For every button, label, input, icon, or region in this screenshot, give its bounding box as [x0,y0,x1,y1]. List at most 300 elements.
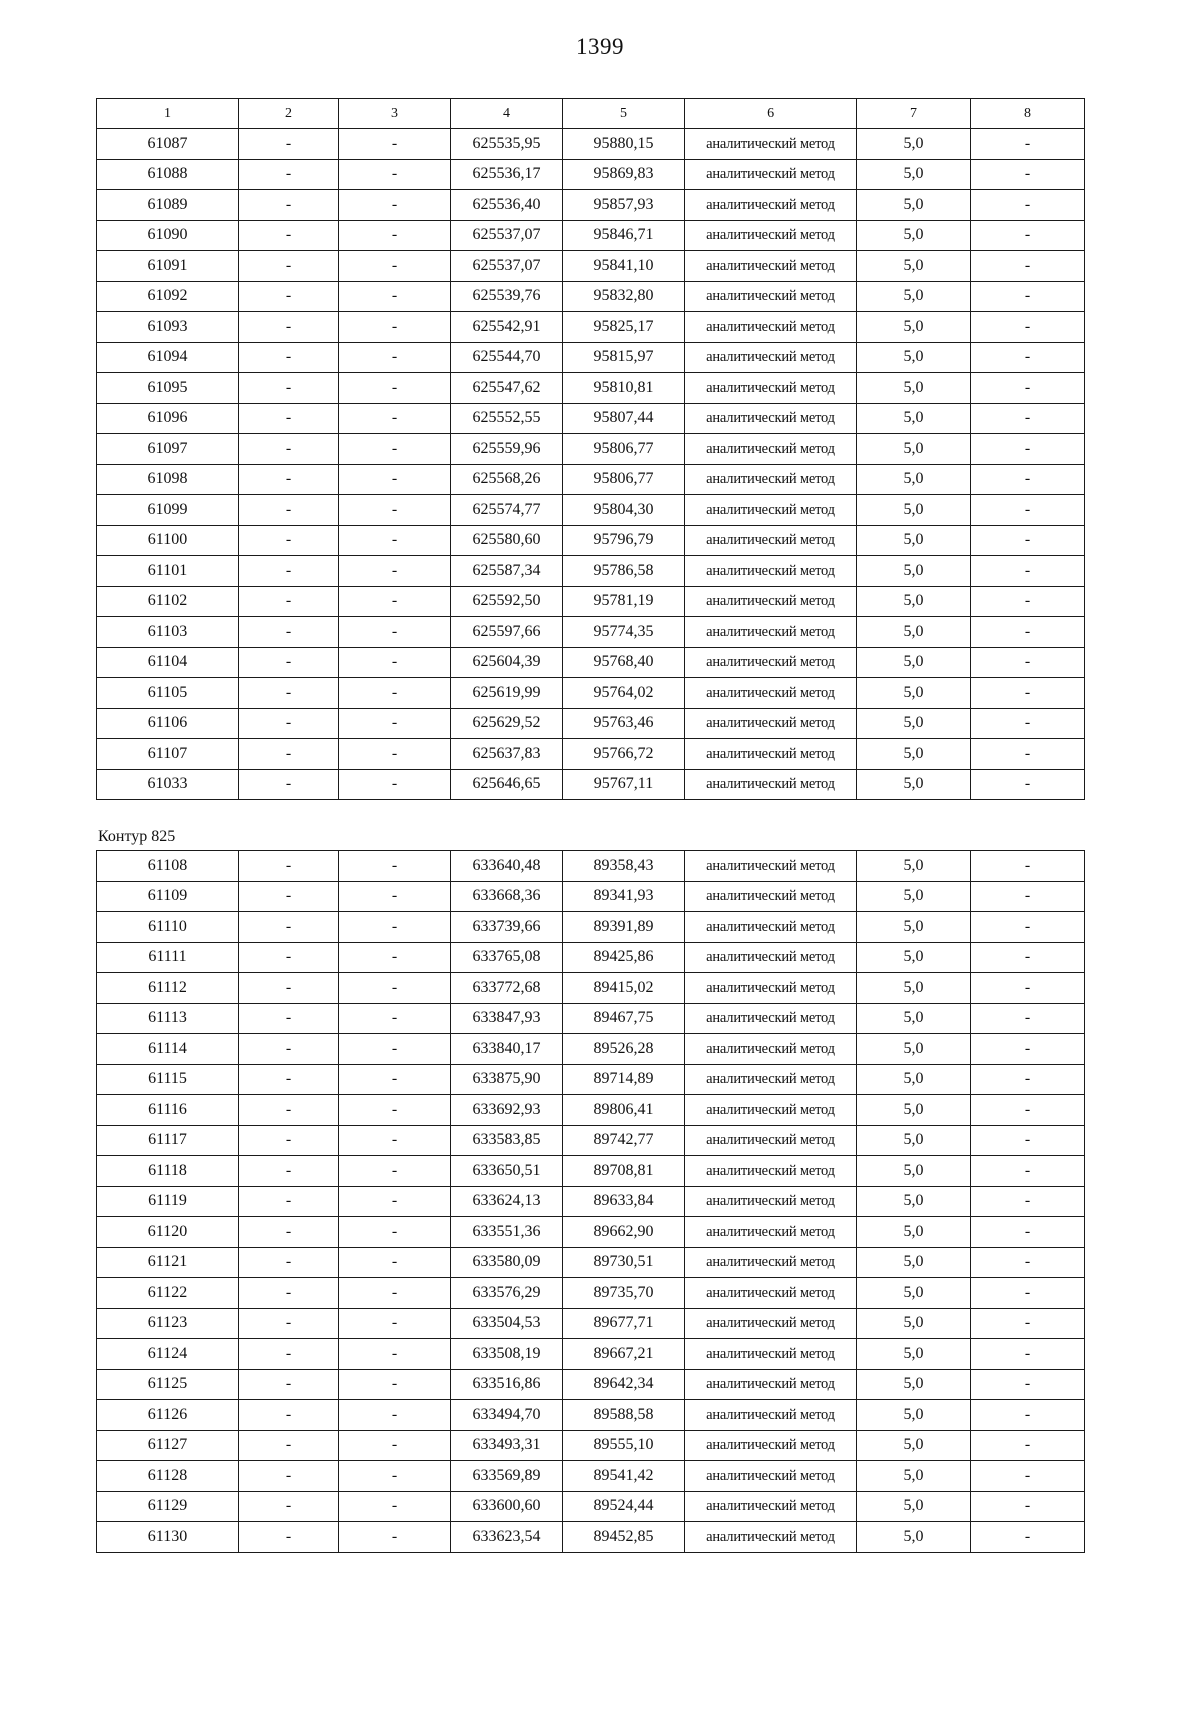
table-cell-col5: 95804,30 [563,495,685,526]
table-cell-col3: - [339,1461,451,1492]
table-cell-col5: 89708,81 [563,1156,685,1187]
table-cell-col7: 5,0 [857,586,971,617]
table-cell-col8: - [971,1247,1085,1278]
table-cell-col4: 625580,60 [451,525,563,556]
table-cell-col5: 89541,42 [563,1461,685,1492]
table-cell-col7: 5,0 [857,312,971,343]
table-cell-col4: 625646,65 [451,769,563,800]
table-cell-col7: 5,0 [857,525,971,556]
table-cell-col8: - [971,973,1085,1004]
table-cell-col1: 61114 [97,1034,239,1065]
table-cell-col3: - [339,525,451,556]
table-cell-col7: 5,0 [857,1461,971,1492]
table-cell-col2: - [239,525,339,556]
table-cell-col5: 89425,86 [563,942,685,973]
table-cell-col7: 5,0 [857,1430,971,1461]
table-cell-col3: - [339,403,451,434]
table-cell-col3: - [339,942,451,973]
table-cell-col3: - [339,159,451,190]
table-cell-col2: - [239,851,339,882]
table-cell-col6: аналитический метод [685,373,857,404]
table-cell-col8: - [971,1400,1085,1431]
table-row [97,739,1085,770]
table-cell-col1: 61126 [97,1400,239,1431]
table-cell-col4: 633580,09 [451,1247,563,1278]
table-cell-col6: аналитический метод [685,1217,857,1248]
table-cell-col2: - [239,586,339,617]
table-cell-col1: 61119 [97,1186,239,1217]
table-cell-col2: - [239,1156,339,1187]
table-cell-col6: аналитический метод [685,281,857,312]
table-cell-col6: аналитический метод [685,1491,857,1522]
table-row [97,373,1085,404]
table-row [97,678,1085,709]
table-cell-col4: 625637,83 [451,739,563,770]
table-cell-col5: 89667,21 [563,1339,685,1370]
table-cell-col4: 625592,50 [451,586,563,617]
table-cell-col8: - [971,1156,1085,1187]
table-cell-col6: аналитический метод [685,129,857,160]
column-header-2: 2 [239,99,339,129]
table-cell-col2: - [239,1034,339,1065]
table-cell-col1: 61128 [97,1461,239,1492]
table-row [97,1339,1085,1370]
table-cell-col2: - [239,1064,339,1095]
table-cell-col1: 61130 [97,1522,239,1553]
table-cell-col1: 61116 [97,1095,239,1126]
table-cell-col5: 89341,93 [563,881,685,912]
table-cell-col2: - [239,1369,339,1400]
table-cell-col3: - [339,1064,451,1095]
table-cell-col3: - [339,373,451,404]
table-row [97,1064,1085,1095]
table-cell-col1: 61102 [97,586,239,617]
table-row [97,1491,1085,1522]
table-cell-col8: - [971,190,1085,221]
column-header-6: 6 [685,99,857,129]
table-cell-col8: - [971,1034,1085,1065]
table-cell-col5: 89555,10 [563,1430,685,1461]
table-cell-col3: - [339,556,451,587]
table-cell-col8: - [971,942,1085,973]
table-cell-col6: аналитический метод [685,1461,857,1492]
table-cell-col5: 95763,46 [563,708,685,739]
table-cell-col6: аналитический метод [685,1430,857,1461]
table-cell-col5: 89633,84 [563,1186,685,1217]
table-cell-col2: - [239,281,339,312]
table-cell-col5: 95846,71 [563,220,685,251]
table-cell-col7: 5,0 [857,495,971,526]
table-cell-col6: аналитический метод [685,586,857,617]
table-cell-col3: - [339,973,451,1004]
table-cell-col5: 95880,15 [563,129,685,160]
table-cell-col7: 5,0 [857,281,971,312]
table-cell-col7: 5,0 [857,912,971,943]
table-cell-col4: 633840,17 [451,1034,563,1065]
page-number: 1399 [576,34,624,59]
table-cell-col4: 625619,99 [451,678,563,709]
table-cell-col2: - [239,1003,339,1034]
table-cell-col7: 5,0 [857,1400,971,1431]
table-cell-col1: 61103 [97,617,239,648]
table-cell-col6: аналитический метод [685,739,857,770]
table-cell-col4: 625547,62 [451,373,563,404]
table-cell-col8: - [971,881,1085,912]
table-cell-col4: 625604,39 [451,647,563,678]
table-cell-col2: - [239,1339,339,1370]
table-cell-col2: - [239,912,339,943]
table-cell-col4: 625536,17 [451,159,563,190]
table-cell-col8: - [971,495,1085,526]
table-cell-col6: аналитический метод [685,617,857,648]
table-cell-col4: 633739,66 [451,912,563,943]
table-cell-col7: 5,0 [857,708,971,739]
table-cell-col5: 95806,77 [563,434,685,465]
table-cell-col2: - [239,617,339,648]
table-cell-col7: 5,0 [857,342,971,373]
table-cell-col2: - [239,739,339,770]
table-cell-col1: 61111 [97,942,239,973]
table-cell-col5: 95869,83 [563,159,685,190]
table-cell-col7: 5,0 [857,1278,971,1309]
table-cell-col5: 95781,19 [563,586,685,617]
table-cell-col3: - [339,1430,451,1461]
table-cell-col5: 95815,97 [563,342,685,373]
table-cell-col3: - [339,1339,451,1370]
table-cell-col4: 625537,07 [451,220,563,251]
table-cell-col1: 61109 [97,881,239,912]
table-cell-col6: аналитический метод [685,464,857,495]
table-cell-col5: 89662,90 [563,1217,685,1248]
table-cell-col1: 61093 [97,312,239,343]
table-cell-col7: 5,0 [857,678,971,709]
table-cell-col4: 633847,93 [451,1003,563,1034]
table-cell-col4: 633623,54 [451,1522,563,1553]
table-cell-col8: - [971,1125,1085,1156]
table-cell-col8: - [971,1308,1085,1339]
table-cell-col6: аналитический метод [685,1095,857,1126]
table-cell-col8: - [971,1369,1085,1400]
table-cell-col3: - [339,1278,451,1309]
table-cell-col2: - [239,159,339,190]
table-cell-col7: 5,0 [857,647,971,678]
table-row [97,1125,1085,1156]
table-cell-col8: - [971,1430,1085,1461]
table-cell-col5: 89415,02 [563,973,685,1004]
table-cell-col6: аналитический метод [685,251,857,282]
table-cell-col8: - [971,159,1085,190]
table-cell-col1: 61091 [97,251,239,282]
table-row [97,129,1085,160]
table-cell-col5: 89677,71 [563,1308,685,1339]
table-cell-col5: 95768,40 [563,647,685,678]
table-cell-col2: - [239,678,339,709]
table-cell-col7: 5,0 [857,769,971,800]
table-row [97,881,1085,912]
table-cell-col2: - [239,556,339,587]
table-cell-col1: 61033 [97,769,239,800]
table-cell-col6: аналитический метод [685,312,857,343]
coordinates-table-main [96,98,1085,800]
table-row [97,495,1085,526]
table-cell-col1: 61090 [97,220,239,251]
table-cell-col5: 95857,93 [563,190,685,221]
table-row [97,1400,1085,1431]
table-row [97,1369,1085,1400]
table-row [97,1308,1085,1339]
table-cell-col8: - [971,647,1085,678]
table-cell-col2: - [239,881,339,912]
table-cell-col7: 5,0 [857,1522,971,1553]
table-cell-col2: - [239,1247,339,1278]
table-cell-col3: - [339,586,451,617]
table-cell-col6: аналитический метод [685,1522,857,1553]
table-cell-col5: 89742,77 [563,1125,685,1156]
table-cell-col3: - [339,434,451,465]
table-cell-col7: 5,0 [857,617,971,648]
table-cell-col5: 89588,58 [563,1400,685,1431]
table-row [97,342,1085,373]
table-row [97,403,1085,434]
table-cell-col2: - [239,1522,339,1553]
table-cell-col5: 95825,17 [563,312,685,343]
table-cell-col6: аналитический метод [685,647,857,678]
table-cell-col6: аналитический метод [685,769,857,800]
table-cell-col2: - [239,464,339,495]
table-row [97,647,1085,678]
table-row [97,942,1085,973]
table-cell-col1: 61112 [97,973,239,1004]
column-header-1: 1 [97,99,239,129]
table-cell-col6: аналитический метод [685,973,857,1004]
column-header-4: 4 [451,99,563,129]
table-cell-col4: 633516,86 [451,1369,563,1400]
table-cell-col8: - [971,1186,1085,1217]
table-cell-col8: - [971,525,1085,556]
table-cell-col2: - [239,342,339,373]
table-cell-col2: - [239,1430,339,1461]
column-header-5: 5 [563,99,685,129]
table-cell-col6: аналитический метод [685,912,857,943]
table-cell-col6: аналитический метод [685,556,857,587]
table-cell-col2: - [239,1217,339,1248]
table-cell-col5: 95807,44 [563,403,685,434]
table-cell-col5: 95766,72 [563,739,685,770]
table-cell-col2: - [239,403,339,434]
table-cell-col5: 95810,81 [563,373,685,404]
table-cell-col8: - [971,586,1085,617]
table-cell-col5: 89526,28 [563,1034,685,1065]
table-cell-col6: аналитический метод [685,1186,857,1217]
table-cell-col3: - [339,1491,451,1522]
table-cell-col3: - [339,1247,451,1278]
table-cell-col7: 5,0 [857,1125,971,1156]
table-cell-col4: 625574,77 [451,495,563,526]
table-cell-col1: 61115 [97,1064,239,1095]
table-cell-col4: 625552,55 [451,403,563,434]
table-cell-col4: 633569,89 [451,1461,563,1492]
table-row [97,434,1085,465]
table-row [97,464,1085,495]
table-cell-col2: - [239,495,339,526]
table-cell-col8: - [971,403,1085,434]
table-cell-col1: 61087 [97,129,239,160]
table-row [97,220,1085,251]
table-cell-col4: 625544,70 [451,342,563,373]
table-cell-col6: аналитический метод [685,1034,857,1065]
table-cell-col4: 633772,68 [451,973,563,1004]
table-cell-col7: 5,0 [857,464,971,495]
table-cell-col2: - [239,251,339,282]
table-cell-col4: 633650,51 [451,1156,563,1187]
table-cell-col5: 95764,02 [563,678,685,709]
table-cell-col7: 5,0 [857,942,971,973]
table-cell-col3: - [339,708,451,739]
table-cell-col8: - [971,739,1085,770]
table-cell-col6: аналитический метод [685,678,857,709]
table-cell-col3: - [339,1003,451,1034]
table-cell-col7: 5,0 [857,1095,971,1126]
table-cell-col2: - [239,647,339,678]
table-cell-col6: аналитический метод [685,1339,857,1370]
table-cell-col6: аналитический метод [685,1064,857,1095]
table-cell-col2: - [239,434,339,465]
table-cell-col6: аналитический метод [685,708,857,739]
table-cell-col1: 61127 [97,1430,239,1461]
table-cell-col3: - [339,1095,451,1126]
table-cell-col3: - [339,342,451,373]
table-cell-col6: аналитический метод [685,851,857,882]
table-cell-col1: 61105 [97,678,239,709]
table-cell-col4: 625587,34 [451,556,563,587]
table-cell-col4: 633692,93 [451,1095,563,1126]
table-row [97,1522,1085,1553]
table-cell-col3: - [339,220,451,251]
table-cell-col6: аналитический метод [685,1400,857,1431]
table-cell-col7: 5,0 [857,739,971,770]
table-cell-col6: аналитический метод [685,190,857,221]
table-cell-col1: 61110 [97,912,239,943]
table-cell-col1: 61125 [97,1369,239,1400]
table-cell-col7: 5,0 [857,373,971,404]
table-cell-col4: 633875,90 [451,1064,563,1095]
table-cell-col5: 95832,80 [563,281,685,312]
table-cell-col1: 61108 [97,851,239,882]
table-cell-col7: 5,0 [857,1217,971,1248]
table-cell-col8: - [971,1522,1085,1553]
table-cell-col7: 5,0 [857,1339,971,1370]
table-row [97,159,1085,190]
table-cell-col2: - [239,220,339,251]
table-cell-col7: 5,0 [857,1308,971,1339]
table-cell-col2: - [239,1400,339,1431]
table-cell-col7: 5,0 [857,220,971,251]
table-row [97,190,1085,221]
table-cell-col3: - [339,464,451,495]
table-cell-col5: 95806,77 [563,464,685,495]
table-cell-col3: - [339,647,451,678]
table-cell-col5: 89524,44 [563,1491,685,1522]
table-cell-col4: 625536,40 [451,190,563,221]
table-cell-col4: 633576,29 [451,1278,563,1309]
table-cell-col8: - [971,464,1085,495]
table-cell-col5: 89358,43 [563,851,685,882]
table-cell-col6: аналитический метод [685,434,857,465]
table-cell-col4: 633494,70 [451,1400,563,1431]
table-cell-col4: 633600,60 [451,1491,563,1522]
table-cell-col5: 89642,34 [563,1369,685,1400]
column-header-3: 3 [339,99,451,129]
table-cell-col3: - [339,912,451,943]
table-row [97,1034,1085,1065]
table-cell-col8: - [971,1339,1085,1370]
table-cell-col4: 633508,19 [451,1339,563,1370]
table-cell-col6: аналитический метод [685,1156,857,1187]
table-row [97,586,1085,617]
table-cell-col1: 61121 [97,1247,239,1278]
table-cell-col1: 61092 [97,281,239,312]
table-cell-col1: 61088 [97,159,239,190]
table-cell-col1: 61106 [97,708,239,739]
table-cell-col7: 5,0 [857,881,971,912]
table-cell-col6: аналитический метод [685,220,857,251]
table-header-row [97,99,1085,129]
table-cell-col2: - [239,1461,339,1492]
table-cell-col8: - [971,851,1085,882]
contour-label: Контур 825 [98,828,176,845]
table-cell-col4: 625539,76 [451,281,563,312]
table-cell-col3: - [339,617,451,648]
table-cell-col8: - [971,1095,1085,1126]
table-cell-col4: 633551,36 [451,1217,563,1248]
table-cell-col1: 61107 [97,739,239,770]
table-cell-col3: - [339,281,451,312]
table-cell-col3: - [339,1217,451,1248]
table-cell-col7: 5,0 [857,434,971,465]
table-cell-col7: 5,0 [857,190,971,221]
table-cell-col5: 95767,11 [563,769,685,800]
table-cell-col7: 5,0 [857,1034,971,1065]
table-cell-col2: - [239,1186,339,1217]
table-cell-col8: - [971,1461,1085,1492]
table-row [97,617,1085,648]
table-cell-col4: 633504,53 [451,1308,563,1339]
table-row [97,281,1085,312]
table-cell-col1: 61123 [97,1308,239,1339]
table-cell-col8: - [971,617,1085,648]
table-cell-col8: - [971,1217,1085,1248]
table-row [97,912,1085,943]
table-cell-col3: - [339,1522,451,1553]
table-cell-col3: - [339,1369,451,1400]
table-cell-col3: - [339,881,451,912]
table-cell-col3: - [339,1308,451,1339]
table-cell-col4: 625542,91 [451,312,563,343]
table-cell-col6: аналитический метод [685,525,857,556]
table-cell-col3: - [339,1156,451,1187]
table-cell-col8: - [971,1491,1085,1522]
table-cell-col2: - [239,1308,339,1339]
table-cell-col5: 89735,70 [563,1278,685,1309]
table-cell-col8: - [971,1003,1085,1034]
table-row [97,851,1085,882]
table-cell-col5: 89730,51 [563,1247,685,1278]
table-cell-col5: 95786,58 [563,556,685,587]
table-cell-col1: 61100 [97,525,239,556]
table-row [97,1186,1085,1217]
table-cell-col1: 61104 [97,647,239,678]
table-cell-col1: 61101 [97,556,239,587]
